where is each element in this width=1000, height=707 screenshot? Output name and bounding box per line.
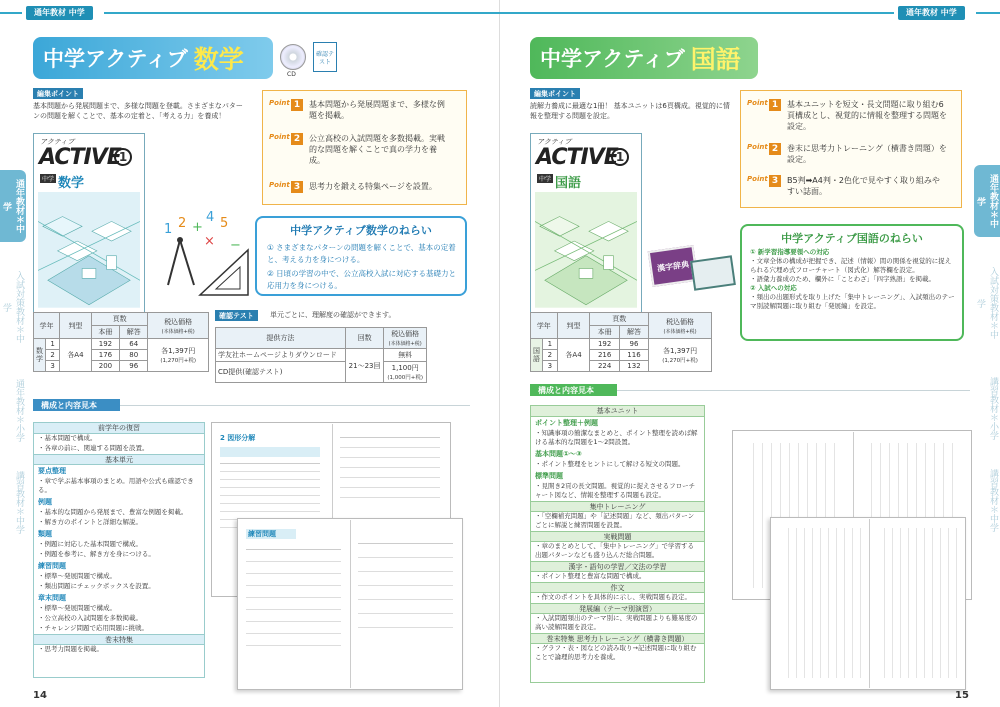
structure-sub: 章末問題: [38, 594, 66, 602]
cell-ans: 80: [120, 350, 148, 361]
structure-sub: 基本問題①～③: [535, 450, 582, 458]
cell-grade: 3: [46, 361, 60, 372]
side-tab[interactable]: 講習教材＊中学: [14, 470, 24, 534]
header-right: [500, 6, 1000, 20]
price-sub: (1,270円+税): [662, 358, 698, 364]
point-2: [747, 143, 947, 165]
svg-text:+: +: [192, 220, 203, 235]
cell-grade: 2: [543, 350, 558, 361]
kokugo-points-box: [740, 90, 962, 208]
structure-item: ・公立高校の入試問題を多数掲載。: [38, 614, 142, 622]
price-value: 各1,397円: [161, 347, 196, 355]
cd-label: CD: [287, 71, 296, 78]
aim-title: 中学アクティブ国語のねらい: [781, 232, 923, 245]
page-right: [500, 0, 1000, 707]
point-key: Point: [747, 175, 768, 183]
th-ans: 解答: [619, 326, 648, 339]
math-aim-box: [255, 216, 467, 296]
th-ans: 解答: [120, 326, 148, 339]
series-tag: 通年教材 中学: [898, 6, 965, 20]
th-main: 本冊: [91, 326, 119, 339]
cover-ac: アクティブ: [537, 138, 572, 146]
table-subject: 国語: [531, 339, 543, 372]
svg-text:5: 5: [220, 216, 229, 231]
kakunin-table: [215, 327, 427, 383]
aim-item: ・頻出の出題形式を取り上げた「集中トレーニング」、入試頻出のテーマ別読解問題に取り組む「発展編」を設定。: [750, 293, 955, 310]
th-price-sub: (本体価格+税): [161, 328, 195, 335]
structure-head: 基本ユニット: [531, 406, 704, 417]
cell-method: CD提供(確認テスト): [216, 362, 346, 383]
point-text: 基本ユニットを短文・長文問題に取り組む6頁構成とし、視覚的に情報を整理する問題を設定。: [787, 100, 947, 131]
cell-main: 192: [91, 339, 119, 350]
kokugo-sample-spread-2: [770, 517, 966, 690]
kakunin-label: 確認テスト: [215, 310, 258, 321]
svg-text:1: 1: [164, 222, 173, 237]
point-number: 2: [291, 133, 303, 145]
cell-price: 無料: [384, 349, 427, 362]
cover-subject: 数学: [58, 176, 85, 191]
point-text: 思考力を鍛える特集ページを設置。: [309, 182, 437, 191]
cell-size: 各A4: [60, 339, 92, 372]
kokugo-spec-table: [530, 312, 712, 372]
edit-point-label: 編集ポイント: [530, 88, 580, 99]
test-badge: 確認テスト: [313, 42, 337, 72]
edit-point-text: 読解力養成に最適な1冊！ 基本ユニットは6頁構成。視覚的に情報を整理する問題を設定。: [530, 102, 730, 120]
point-text: B5判➡A4判・2色化で見やすく取り組みやすい誌面。: [787, 176, 940, 196]
point-number: 1: [769, 99, 781, 111]
vertical-text-lines: [781, 528, 863, 678]
point-key: Point: [269, 181, 290, 189]
structure-item: ・例題を参考に、解き方を身につける。: [38, 550, 155, 558]
structure-head: 巻末特集: [34, 634, 204, 645]
cover-grade: 中学: [539, 176, 552, 183]
structure-item: ・標準～発展問題で構成。: [38, 572, 116, 580]
side-tab-active[interactable]: 通年教材＊中学: [0, 170, 26, 242]
cell-count: 21～23回: [345, 349, 384, 383]
cell-ans: 132: [619, 361, 648, 372]
structure-item: ・グラフ・表・図などの読み取り→記述問題に取り組むことで論理的思考力を養成。: [535, 644, 697, 661]
cover-ac: アクティブ: [40, 138, 75, 146]
price-sub: (1,270円+税): [160, 358, 197, 364]
th-pages: 頁数: [91, 313, 148, 326]
structure-item: ・チャレンジ問題で応用問題に挑戦。: [38, 624, 148, 632]
point-key: Point: [747, 143, 768, 151]
edit-point-text: 基本問題から発展問題まで、多様な問題を登載。さまざまなパターンの問題を解くことで、基本の定着と、「考える力」を養成！: [33, 102, 243, 120]
header-rule: [0, 12, 22, 14]
sample-lines: [358, 543, 453, 544]
th-method: 提供方法: [216, 328, 346, 349]
aim-item: ② 日頃の学習の中で、公立高校入試に対応する基礎力と応用力を身につける。: [267, 269, 456, 290]
sample-lines: [220, 463, 320, 464]
price-value: 各1,397円: [663, 347, 698, 355]
spine: [869, 519, 870, 688]
sample-title: 2 図形分解: [220, 434, 256, 442]
vertical-text-lines: [877, 528, 957, 678]
structure-head: 実戦問題: [531, 531, 704, 542]
point-2: [269, 133, 449, 166]
th-price: [649, 313, 712, 339]
math-structure-box: [33, 422, 205, 678]
structure-sub: 例題: [38, 498, 52, 506]
cell-grade: 1: [46, 339, 60, 350]
edit-point-label: 編集ポイント: [33, 88, 83, 99]
structure-item: ・作文のポイントを具体的に示し、実戦問題も設定。: [535, 593, 691, 601]
math-doodle-icon: [160, 205, 252, 300]
structure-label: 構成と内容見本: [530, 384, 617, 396]
price-value: 1,100円: [391, 364, 419, 372]
svg-text:−: −: [230, 238, 241, 253]
structure-sub: 標準問題: [535, 472, 563, 480]
structure-item: ・解き方のポイントと詳細な解説。: [38, 518, 142, 526]
th-price-label: 税込価格: [391, 330, 420, 338]
title-prefix: 中学アクティブ: [540, 47, 685, 71]
math-book-cover: [33, 133, 145, 313]
th-price-sub: (本体価格+税): [388, 341, 422, 347]
structure-head: 基本単元: [34, 454, 204, 465]
th-price-label: 税込価格: [666, 317, 695, 326]
svg-text:×: ×: [204, 234, 215, 249]
cell-ans: 64: [120, 339, 148, 350]
side-tab[interactable]: 入試対策教材＊中学: [1, 271, 24, 343]
cell-price: [148, 339, 209, 372]
kakunin-desc: 単元ごとに、理解度の確認ができます。: [270, 311, 396, 319]
structure-item: ・ポイント整理をヒントにして解ける短文の問題。: [535, 460, 685, 468]
math-title: [33, 37, 273, 79]
structure-item: ・章で学ぶ基本事項のまとめ。用語や公式も確認できる。: [38, 477, 194, 494]
header-left: [0, 6, 499, 20]
cell-ans: 96: [120, 361, 148, 372]
header-rule: [500, 12, 894, 14]
aim-title: 中学アクティブ数学のねらい: [290, 224, 432, 237]
divider: [617, 390, 970, 391]
point-number: 3: [291, 181, 303, 193]
point-3: [747, 175, 947, 197]
cell-main: 200: [91, 361, 119, 372]
structure-item: ・ポイント整理と豊富な問題で構成。: [535, 572, 646, 580]
sample-lines: [246, 549, 341, 550]
cell-method: 学友社ホームページよりダウンロード: [216, 349, 346, 362]
cell-price: [384, 362, 427, 383]
aim-item: ・文章全体の構成が把握でき、記述（情報）間の関係を視覚的に捉えられる穴埋め式フローチャート（図式化）解答欄を設定。: [750, 257, 952, 274]
series-tag: 通年教材 中学: [26, 6, 93, 20]
cell-main: 216: [590, 350, 619, 361]
dictionary-icon: 漢字辞典: [648, 245, 699, 287]
kokugo-title: [530, 37, 758, 79]
aim-item: ① さまざまなパターンの問題を解くことで、基本の定着と、考える力を身につける。: [267, 243, 456, 264]
aim-heading: ① 新学習指導要領への対応: [750, 248, 830, 256]
sample-title: 練習問題: [246, 529, 296, 539]
page-number: 14: [33, 690, 47, 701]
point-number: 1: [291, 99, 303, 111]
cell-main: 176: [91, 350, 119, 361]
cell-grade: 3: [543, 361, 558, 372]
cell-ans: 116: [619, 350, 648, 361]
point-key: Point: [269, 99, 290, 107]
math-points-box: [262, 90, 467, 205]
structure-head: 前学年の復習: [34, 423, 204, 434]
structure-item: ・各章の前に、関連する問題を設置。: [38, 444, 149, 452]
structure-head: 集中トレーニング: [531, 501, 704, 512]
cell-size: 各A4: [557, 339, 590, 372]
th-price-label: 税込価格: [164, 317, 193, 326]
structure-item: ・知識事項の簡潔なまとめと、ポイント整理を読めば解ける基本的な問題を1～2問設置。: [535, 429, 698, 446]
aim-heading: ② 入試への対応: [750, 284, 797, 292]
cover-subject: 国語: [555, 176, 582, 191]
structure-label: 構成と内容見本: [33, 399, 120, 411]
structure-item: ・入試問題頻出のテーマ別に、実戦問題よりも難易度の高い読解問題を設定。: [535, 614, 698, 631]
sample-lines: [340, 437, 440, 438]
point-key: Point: [747, 99, 768, 107]
cover-grade: 中学: [42, 176, 55, 183]
cell-ans: 96: [619, 339, 648, 350]
kokugo-aim-box: [740, 224, 964, 341]
svg-text:2: 2: [178, 216, 187, 231]
structure-item: ・思考力問題を掲載。: [38, 645, 103, 653]
math-sample-spread-2: [237, 518, 463, 690]
structure-sub: 練習問題: [38, 562, 66, 570]
table-subject: 数学: [34, 339, 46, 372]
cover-number: 1: [114, 148, 132, 166]
divider: [120, 405, 470, 406]
cd-icon: [280, 44, 306, 78]
point-text: 公立高校の入試問題を多数掲載。実戦的な問題を解くことで真の学力を養成。: [309, 134, 445, 165]
header-rule: [976, 12, 1000, 14]
city-illustration: [38, 192, 140, 308]
book-icon: [690, 255, 736, 291]
structure-head: 発展編（テーマ別演習）: [531, 603, 704, 614]
point-key: Point: [269, 133, 290, 141]
structure-sub: 要点整理: [38, 467, 66, 475]
cover-brand: ACTIVE: [39, 145, 121, 170]
structure-item: ・「空欄補充問題」や「記述問題」など、頻出パターンごとに解説と練習問題を設置。: [535, 512, 695, 529]
title-prefix: 中学アクティブ: [43, 47, 188, 71]
cover-brand: ACTIVE: [536, 145, 618, 170]
point-text: 巻末に思考力トレーニング（横書き問題）を設定。: [787, 144, 947, 164]
point-text: 基本問題から発展問題まで、多様な例題を掲載。: [309, 100, 445, 120]
structure-item: ・基本的な問題から発展まで、豊富な例題を掲載。: [38, 508, 188, 516]
sample-band: [220, 447, 320, 457]
point-number: 2: [769, 143, 781, 155]
structure-sub: ポイント整理＋例題: [535, 419, 598, 427]
point-3: [269, 181, 459, 193]
side-tab[interactable]: 講習教材＊中学: [988, 468, 998, 532]
th-price: [384, 328, 427, 349]
structure-item: ・章のまとめとして、「集中トレーニング」で学習する出題パターンなども盛り込んだ総合問題。: [535, 542, 694, 559]
header-rule: [104, 12, 500, 14]
side-tab-active[interactable]: 通年教材＊中学: [974, 165, 1000, 237]
structure-item: ・基本問題で構成。: [38, 434, 97, 442]
th-price-sub: (本体価格+税): [663, 328, 697, 335]
spine: [350, 520, 351, 688]
math-spec-table: [33, 312, 209, 372]
price-sub: (1,000円+税): [387, 375, 424, 381]
point-1: [747, 99, 947, 132]
city-illustration: [535, 192, 637, 308]
title-subject: 数学: [193, 45, 244, 74]
svg-text:4: 4: [206, 210, 215, 225]
point-number: 3: [769, 175, 781, 187]
side-tab[interactable]: 入試対策教材＊中学: [975, 267, 998, 339]
structure-head: 作文: [531, 582, 704, 593]
kokugo-structure-box: [530, 405, 705, 683]
cell-main: 224: [590, 361, 619, 372]
side-tab[interactable]: 講習教材＊小学: [988, 376, 998, 440]
page-number: 15: [955, 690, 969, 701]
kokugo-book-cover: [530, 133, 642, 313]
point-1: [269, 99, 449, 121]
title-subject: 国語: [690, 45, 741, 74]
aim-list: [750, 248, 956, 311]
cover-number: 1: [611, 148, 629, 166]
structure-item: ・標準～発展問題で構成。: [38, 604, 116, 612]
th-count: 回数: [345, 328, 384, 349]
th-grade: 学年: [34, 313, 60, 339]
th-pages: 頁数: [590, 313, 649, 326]
structure-item: ・類出問題にチェックボックスを設置。: [38, 582, 155, 590]
structure-head: 巻末特集 思考力トレーニング（横書き問題）: [531, 633, 704, 644]
side-tab[interactable]: 通年教材＊小学: [14, 378, 24, 442]
th-price: [148, 313, 209, 339]
cell-grade: 1: [543, 339, 558, 350]
th-grade: 学年: [531, 313, 558, 339]
th-size: 判型: [60, 313, 92, 339]
structure-item: ・見開き2頁の長文問題。視覚的に捉えさせるフローチャート図など、情報を整理する問題も設定。: [535, 482, 696, 499]
aim-item: ・語彙力養成のため、欄外に「ことわざ」「四字熟語」を掲載。: [750, 275, 935, 283]
structure-item: ・例題に対応した基本問題で構成。: [38, 540, 142, 548]
cell-main: 192: [590, 339, 619, 350]
cell-price: [649, 339, 712, 372]
structure-head: 漢字・語句の学習／文法の学習: [531, 561, 704, 572]
th-size: 判型: [557, 313, 590, 339]
cell-grade: 2: [46, 350, 60, 361]
structure-sub: 類題: [38, 530, 52, 538]
th-main: 本冊: [590, 326, 619, 339]
